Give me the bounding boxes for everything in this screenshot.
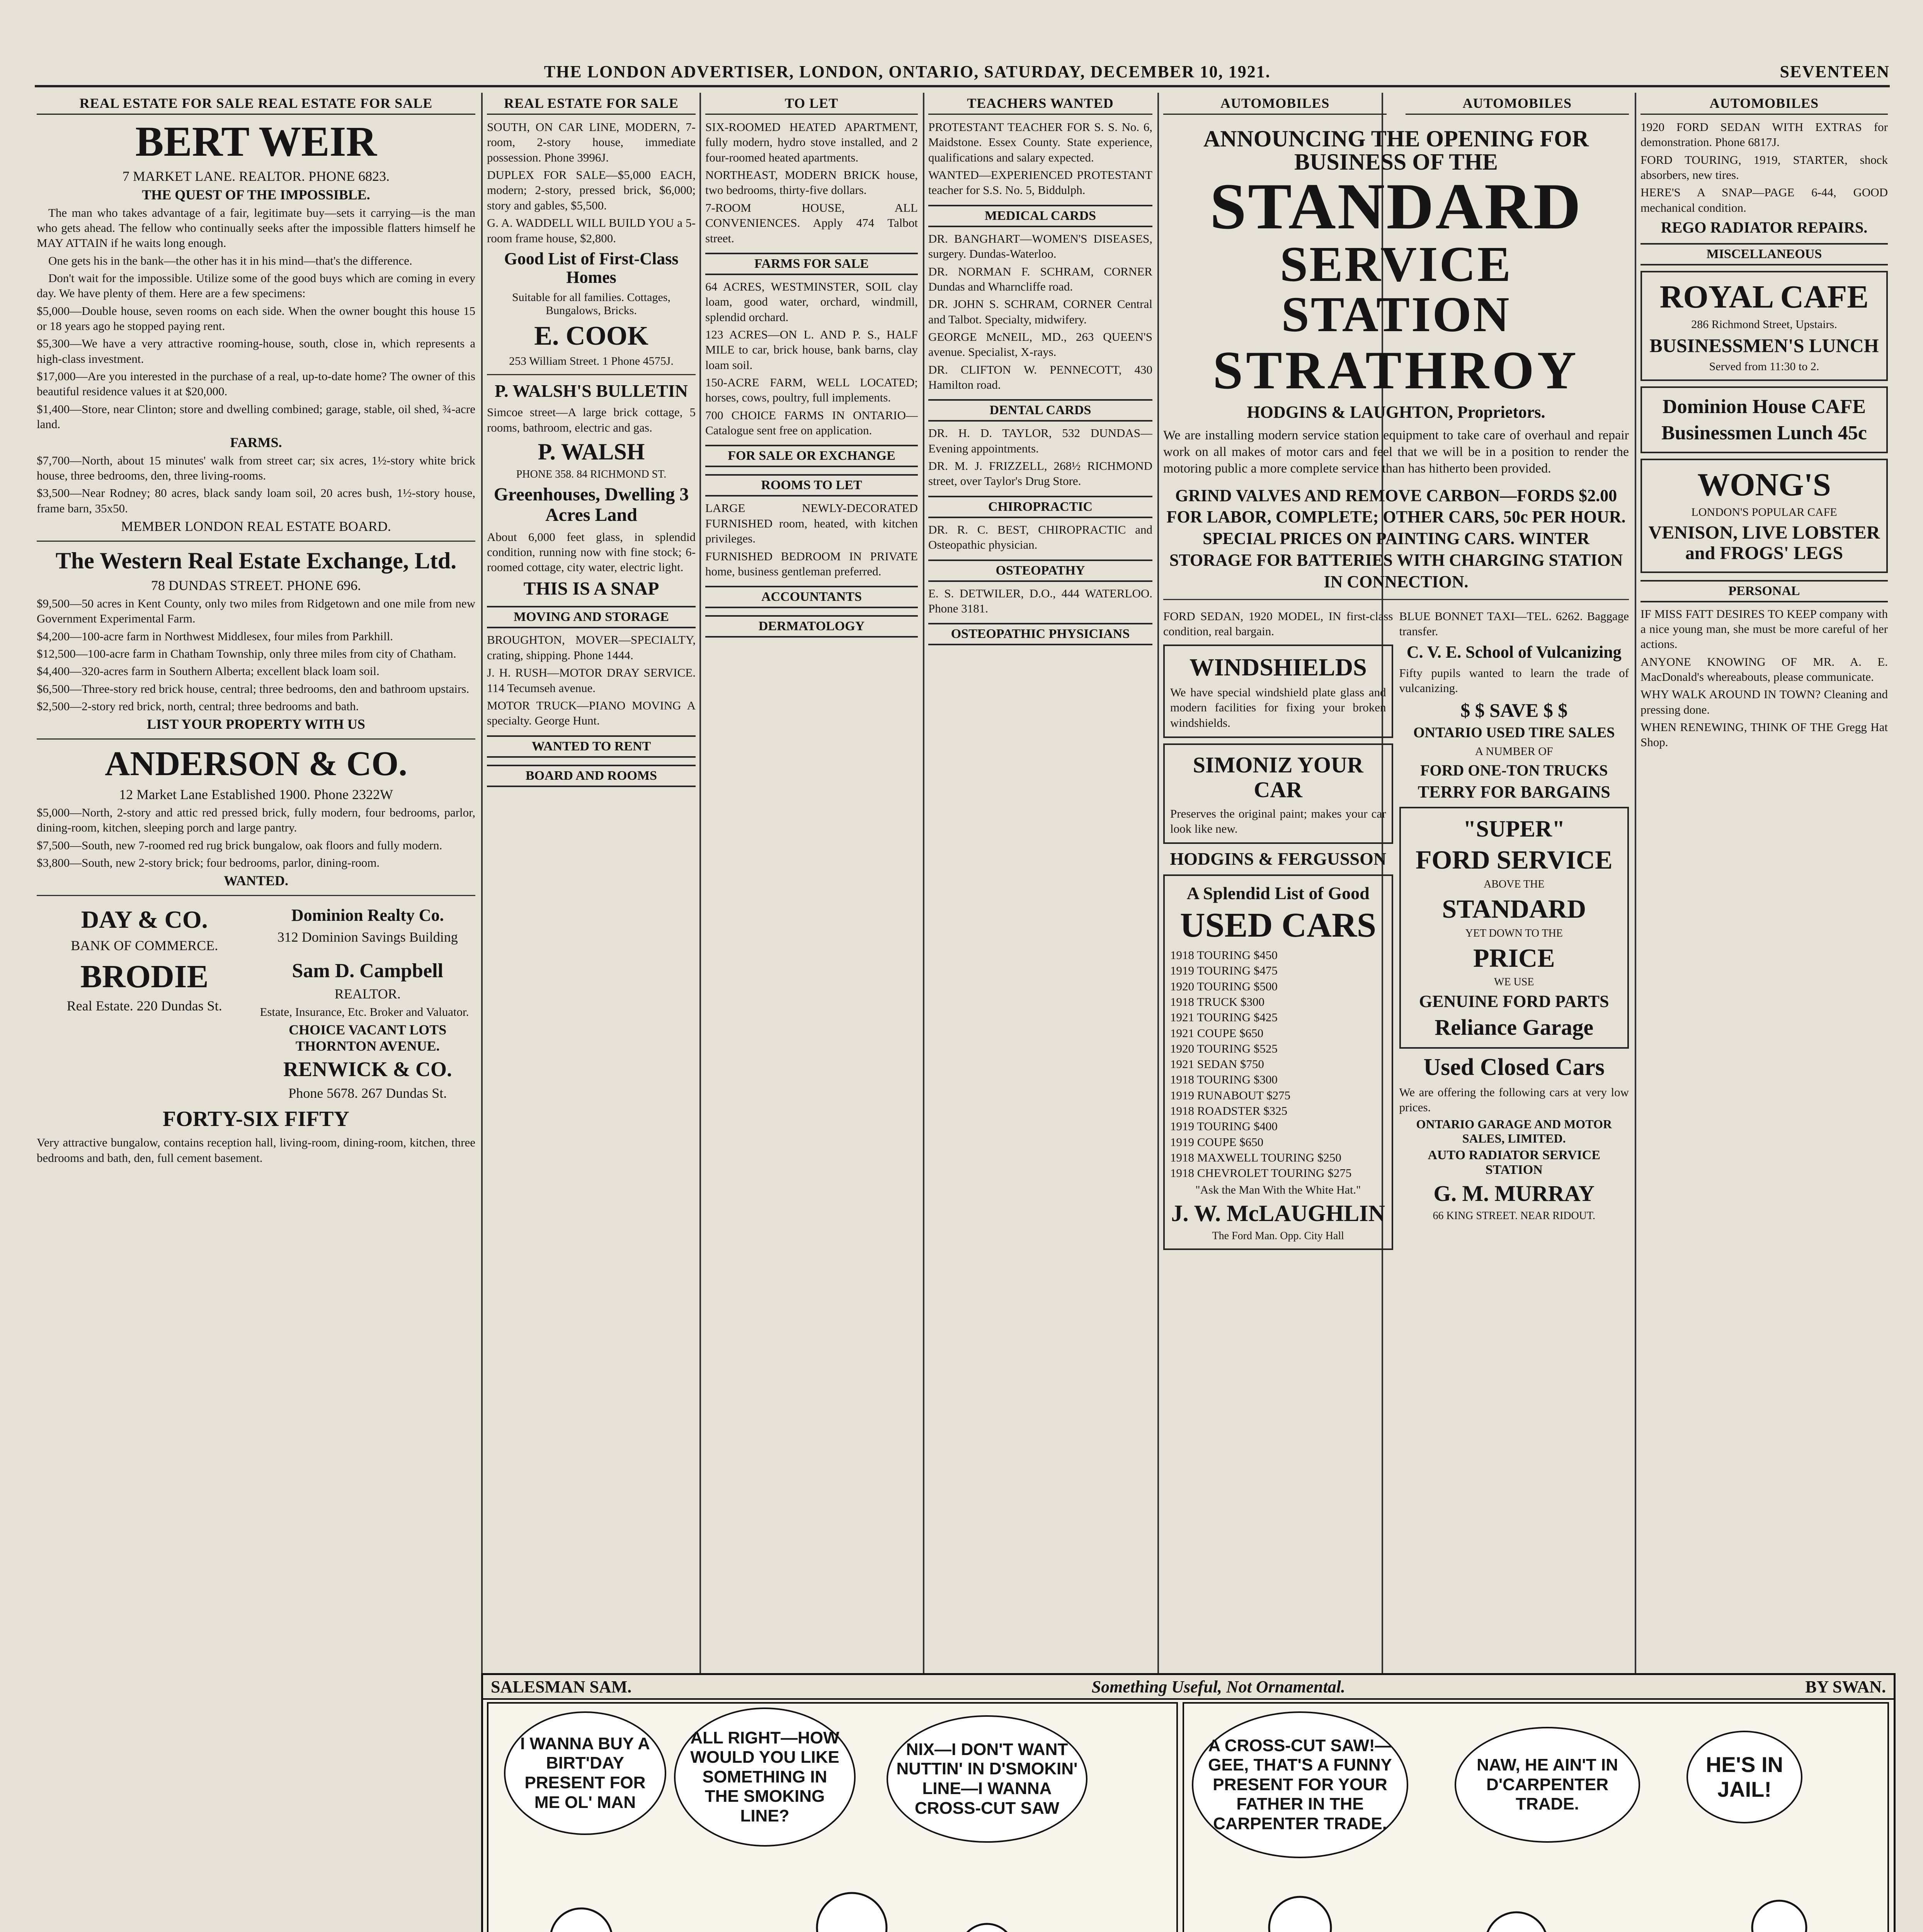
column-miscellaneous [1641,93,1888,1669]
used-car-row: 1919 TOURING $400 [1170,1119,1278,1133]
ad-headline: FORD SERVICE [1415,845,1613,874]
used-car-row: 1921 SEDAN $750 [1170,1057,1264,1071]
page-number: SEVENTEEN [1780,62,1890,81]
classified-ad: BLUE BONNET TAXI—TEL. 6262. Baggage transfer. [1399,609,1629,638]
ad-headline: STANDARD [1210,170,1583,243]
two-ad-row [37,956,475,1104]
classified-ad: HERE'S A SNAP—PAGE 6-44, GOOD mechanical condition. [1641,185,1888,214]
speech-bubble: I WANNA BUY A BIRT'DAY PRESENT FOR ME OL' MAN [504,1711,666,1835]
classified-ad: DR. M. J. FRIZZELL, 268½ RICHMOND street, over Taylor's Drug Store. [928,459,1152,488]
used-car-row: 1918 CHEVROLET TOURING $275 [1170,1166,1352,1180]
advertiser-address: Real Estate. 220 Dundas St. [66,998,222,1014]
used-car-row: 1919 COUPE $650 [1170,1135,1264,1149]
royal-cafe-ad [1641,271,1888,381]
ad-headline: AUTO RADIATOR SERVICE STATION [1428,1148,1601,1177]
section-heading: ACCOUNTANTS [705,586,918,608]
ad-sub: YET DOWN TO THE [1465,927,1563,939]
classified-ad: PROTESTANT TEACHER FOR S. S. No. 6, Maidstone. Essex County. State experience, qualifications and salary expected. [928,120,1152,164]
classified-ad: 1920 FORD SEDAN WITH EXTRAS for demonstration. Phone 6817J. [1641,120,1888,149]
listing: $17,000—Are you interested in the purchase of a real, up-to-date home? The owner of this beautiful residence values it at $20,000. [37,369,475,398]
ad-headline: "SUPER" [1463,816,1565,842]
subheading: CHOICE VACANT LOTS THORNTON AVENUE. [289,1022,447,1054]
used-car-row: 1919 RUNABOUT $275 [1170,1088,1291,1102]
ad-headline: WINDSHIELDS [1189,653,1367,681]
ad-paragraph: The man who takes advantage of a fair, legitimate buy—sets it carrying—is the man who gets ahead. The fellow who continually seeks after the impossible flatters himself he MAY ATTAIN if he waits long enough. [37,206,475,250]
column-automobiles-main [1163,93,1629,1669]
ad-paragraph: We are installing modern service station equipment to take care of overhaul and repair work on all makes of motor cars and feel that we will be in a position to render the motoring public a more complete service than has hitherto been provided. [1163,428,1629,476]
classified-ad: DR. CLIFTON W. PENNECOTT, 430 Hamilton road. [928,362,1152,392]
ad-sub: Served from 11:30 to 2. [1709,360,1819,373]
column-rule [923,93,924,1673]
used-car-row: 1918 TOURING $300 [1170,1073,1278,1087]
list-property-line: LIST YOUR PROPERTY WITH US [147,716,365,732]
classified-ad: SIX-ROOMED HEATED APARTMENT, fully modern, hydro stove installed, and 2 four-roomed heated apartments. [705,120,918,164]
listing: $2,500—2-story red brick, north, central; three bedrooms and bath. [37,699,359,713]
column-to-let [705,93,918,1669]
ad-headline: SERVICE STATION [1280,236,1513,342]
advertiser-sub: BANK OF COMMERCE. [71,937,218,953]
ad-headline: Good List of First-Class Homes [504,249,679,287]
classified-ad: WHEN RENEWING, THINK OF THE Gregg Hat Shop. [1641,720,1888,749]
used-car-row: 1918 MAXWELL TOURING $250 [1170,1150,1341,1164]
listing: $4,400—320-acres farm in Southern Alberta; excellent black loam soil. [37,664,379,678]
ad-proprietors: HODGINS & LAUGHTON, Proprietors. [1247,403,1545,422]
comic-illustration [1200,1850,1872,1932]
section-heading: OSTEOPATHIC PHYSICIANS [928,623,1152,645]
speech-bubble: NAW, HE AIN'T IN D'CARPENTER TRADE. [1455,1727,1640,1843]
listing: $12,500—100-acre farm in Chatham Township, only three miles from city of Chatham. [37,647,456,661]
ad-headline: SIMONIZ YOUR CAR [1193,752,1363,802]
advertiser-address: 286 Richmond Street, Upstairs. [1691,318,1837,331]
classified-ad: 123 ACRES—ON L. AND P. S., HALF MILE to car, brick house, bank barns, clay loam soil. [705,327,918,372]
section-heading: WANTED TO RENT [487,735,696,758]
two-ad-row [37,902,475,956]
classified-ad: E. S. DETWILER, D.O., 444 WATERLOO. Phone 3181. [928,586,1152,615]
divider [37,541,475,542]
dominion-cafe-ad [1641,386,1888,453]
used-car-row: 1918 TRUCK $300 [1170,995,1265,1009]
ad-town: STRATHROY [1213,340,1579,400]
speech-bubble: ALL RIGHT—HOW WOULD YOU LIKE SOMETHING IN THE SMOKING LINE? [674,1708,856,1847]
category-heading: AUTOMOBILES [1641,93,1888,115]
classified-ad: 7-ROOM HOUSE, ALL CONVENIENCES. Apply 474 Talbot street. [705,201,918,245]
ad-sub: WE USE [1494,976,1534,988]
classified-ad: DR. R. C. BEST, CHIROPRACTIC and Osteopathic physician. [928,522,1152,552]
section-heading: DENTAL CARDS [928,399,1152,422]
ad-headline: PRICE [1473,943,1555,973]
advertiser-address: PHONE 358. 84 RICHMOND ST. [516,468,667,480]
advertiser-sub: The Ford Man. Opp. City Hall [1212,1230,1344,1242]
ad-headline: THIS IS A SNAP [523,578,659,599]
advertiser-address: 12 Market Lane Established 1900. Phone 2322W [119,786,393,802]
speech-bubble: A CROSS-CUT SAW!—GEE, THAT'S A FUNNY PRESENT FOR YOUR FATHER IN THE CARPENTER TRADE. [1192,1711,1408,1858]
ad-headline: Businessmen Lunch 45c [1661,422,1867,444]
classified-ad: NORTHEAST, MODERN BRICK house, two bedrooms, thirty-five dollars. [705,168,918,197]
divider [37,895,475,896]
comic-byline: BY SWAN. [1805,1677,1886,1696]
ad-headline: TERRY FOR BARGAINS [1418,782,1610,801]
simoniz-ad [1163,743,1393,844]
classified-ad: BROUGHTON, MOVER—SPECIALTY, crating, shipping. Phone 1444. [487,633,696,662]
classified-ad: SOUTH, ON CAR LINE, MODERN, 7-room, 2-story house, immediate possession. Phone 3996J. [487,120,696,164]
column-professional-cards [928,93,1152,1669]
ad-headline: GENUINE FORD PARTS [1419,992,1609,1011]
advertiser-name: HODGINS & FERGUSSON [1170,849,1387,869]
listing: $6,500—Three-story red brick house, central; three bedrooms, den and bathroom upstairs. [37,682,470,696]
listing: $5,000—Double house, seven rooms on each side. When the owner bought this house 15 or 18 years ago he stopped paying rent. [37,304,475,333]
classified-ad: IF MISS FATT DESIRES TO KEEP company with a nice young man, she must be more careful of her actions. [1641,607,1888,651]
listing: $7,500—South, new 7-roomed red rug brick bungalow, oak floors and fully modern. [37,838,442,852]
subheading: WANTED. [223,873,289,889]
ad-headline: P. WALSH'S BULLETIN [495,381,688,401]
advertiser-address: 312 Dominion Savings Building [277,929,458,945]
subheading: FARMS. [230,434,282,450]
advertiser-name: DAY & CO. [81,906,208,934]
classified-ad: G. A. WADDELL WILL BUILD YOU a 5-room frame house, $2,800. [487,216,696,245]
wongs-cafe-ad [1641,459,1888,573]
used-car-list [1170,947,1386,1181]
advertiser-name: P. WALSH [538,439,645,464]
advertiser-name: The Western Real Estate Exchange, Ltd. [55,548,457,573]
ad-headline: Greenhouses, Dwelling 3 Acres Land [494,484,689,525]
ad-headline: VENISON, LIVE LOBSTER and FROGS' LEGS [1648,522,1880,563]
ad-announce: ANNOUNCING THE OPENING FOR BUSINESS OF THE [1203,126,1589,175]
column-rule [481,93,483,1932]
classified-ad: GEORGE McNEIL, MD., 263 QUEEN'S avenue. Specialist, X-rays. [928,330,1152,359]
listing: $3,500—Near Rodney; 80 acres, black sandy loam soil, 20 acres bush, 1½-story house, frame barn, 35x50. [37,486,475,515]
ad-headline: FORTY-SIX FIFTY [163,1107,349,1131]
column-automobiles-5 [1163,606,1393,1255]
ad-paragraph: One gets his in the bank—the other has it in his mind—that's the difference. [48,253,412,267]
category-heading: REAL ESTATE FOR SALE REAL ESTATE FOR SALE [37,93,475,115]
section-heading: MISCELLANEOUS [1641,243,1888,265]
listing: $9,500—50 acres in Kent County, only two miles from Ridgetown and one mile from new Government Experimental Farm. [37,596,475,626]
used-car-row: 1920 TOURING $525 [1170,1041,1278,1055]
ad-paragraph: Don't wait for the impossible. Utilize some of the good buys which are coming in every day. We have plenty of them. Here are a few specimens: [37,271,475,300]
ad-slogan: "Ask the Man With the White Hat." [1195,1183,1361,1196]
category-row [1163,93,1629,119]
category-heading: TO LET [705,93,918,115]
ad-sub: A NUMBER OF [1475,745,1553,758]
category-heading: TEACHERS WANTED [928,93,1152,115]
ad-headline: Dominion House CAFE [1663,396,1866,418]
comic-subtitle: Something Useful, Not Ornamental. [1091,1677,1346,1696]
column-rule [1157,93,1159,1673]
advertiser-name: RENWICK & CO. [283,1058,452,1081]
section-heading: PERSONAL [1641,580,1888,602]
advertiser-address: 78 DUNDAS STREET. PHONE 696. [151,577,361,593]
advertiser-name: BERT WEIR [135,118,377,165]
super-ford-service-ad [1399,807,1629,1049]
listing: $7,700—North, about 15 minutes' walk from street car; six acres, 1½-story white brick house, three bedrooms, den, three living-rooms. [37,453,475,482]
ad-headline: BUSINESSMEN'S LUNCH [1649,335,1879,357]
classified-ad: FORD TOURING, 1919, STARTER, shock absorbers, new tires. [1641,153,1888,182]
classified-ad: MOTOR TRUCK—PIANO MOVING A specialty. George Hunt. [487,698,696,728]
column-automobiles-6 [1399,606,1629,1255]
comic-title: SALESMAN SAM. [491,1677,632,1696]
classified-ad: LARGE NEWLY-DECORATED FURNISHED room, heated, with kitchen privileges. [705,501,918,546]
advertiser-name: ANDERSON & CO. [105,745,407,783]
ad-headline: $ $ SAVE $ $ [1460,699,1568,721]
used-car-row: 1918 ROADSTER $325 [1170,1104,1288,1118]
advertiser-address: 253 William Street. 1 Phone 4575J. [509,354,674,367]
classified-ad: DR. JOHN S. SCHRAM, CORNER Central and Talbot. Specialty, midwifery. [928,297,1152,326]
windshields-ad [1163,645,1393,738]
listing: $4,200—100-acre farm in Northwest Middlesex, four miles from Parkhill. [37,629,393,643]
advertiser-address: 7 MARKET LANE. REALTOR. PHONE 6823. [122,168,390,184]
section-heading: OSTEOPATHY [928,560,1152,582]
ad-paragraph: Preserves the original paint; makes your car look like new. [1170,806,1386,836]
classified-ad: J. H. RUSH—MOTOR DRAY SERVICE. 114 Tecumseh avenue. [487,666,696,695]
advertiser-name: ROYAL CAFE [1659,279,1869,315]
column-rule [1635,93,1636,1673]
ad-sub: Suitable for all families. Cottages, Bungalows, Bricks. [512,291,670,317]
member-line: MEMBER LONDON REAL ESTATE BOARD. [121,518,391,534]
column-real-estate-1 [37,93,475,1932]
classified-ad: 64 ACRES, WESTMINSTER, SOIL clay loam, good water, orchard, windmill, splendid orchard. [705,279,918,324]
listing: $3,800—South, new 2-story brick; four bedrooms, parlor, dining-room. [37,856,380,870]
newspaper-masthead-line: THE LONDON ADVERTISER, LONDON, ONTARIO, SATURDAY, DECEMBER 10, 1921. [544,62,1271,81]
classified-ad: WHY WALK AROUND IN TOWN? Cleaning and pressing done. [1641,687,1888,716]
divider [487,374,696,375]
advertiser-name: BRODIE [80,958,209,995]
ad-sub: LONDON'S POPULAR CAFE [1691,505,1837,519]
ad-headline: FORD ONE-TON TRUCKS [1420,761,1608,779]
classified-ad: DUPLEX FOR SALE—$5,000 EACH, modern; 2-story, pressed brick, $6,000; story and gables, $5,500. [487,168,696,212]
advertiser-sub: REALTOR. [334,986,401,1002]
classified-ad: DR. NORMAN F. SCHRAM, CORNER Dundas and Wharncliffe road. [928,264,1152,293]
ad-paragraph: Very attractive bungalow, contains reception hall, living-room, dining-room, kitchen, three bedrooms and bath, den, full cement basement. [37,1136,475,1165]
standard-service-station-ad [1163,127,1629,593]
comic-strip-salesman-sam [481,1673,1896,1932]
ad-headline: C. V. E. School of Vulcanizing [1406,642,1622,662]
ad-paragraph: Fifty pupils wanted to learn the trade of vulcanizing. [1399,666,1629,695]
two-column-ads [1163,606,1629,1255]
speech-bubble: NIX—I DON'T WANT NUTTIN' IN D'SMOKIN' LINE—I WANNA CROSS-CUT SAW [887,1715,1087,1843]
used-car-row: 1921 COUPE $650 [1170,1026,1264,1040]
ad-headline: STANDARD [1442,894,1586,923]
section-heading: MOVING AND STORAGE [487,606,696,628]
ad-headline: A Splendid List of Good [1186,883,1370,903]
listing: $1,400—Store, near Clinton; store and dwelling combined; garage, stable, oil shed, ¾-acre land. [37,402,475,431]
speech-bubble: HE'S IN JAIL! [1686,1731,1802,1823]
advertiser-name: G. M. MURRAY [1433,1181,1595,1206]
classified-ad: 700 CHOICE FARMS IN ONTARIO—Catalogue sent free on application. [705,408,918,437]
comic-illustration [504,1850,1161,1932]
advertiser-name: ONTARIO GARAGE AND MOTOR SALES, LIMITED. [1416,1117,1612,1146]
comic-panel [1183,1702,1889,1932]
classified-ad: DR. H. D. TAYLOR, 532 DUNDAS—Evening appointments. [928,426,1152,455]
category-heading: REAL ESTATE FOR SALE [487,93,696,115]
used-cars-ad [1163,874,1393,1250]
section-heading: CHIROPRACTIC [928,496,1152,518]
category-heading: AUTOMOBILES [1163,93,1387,115]
ad-headline: USED CARS [1180,906,1377,944]
ad-paragraph: We have special windshield plate glass and modern facilities for fixing your broken windshields. [1170,685,1386,730]
ad-paragraph: Simcoe street—A large brick cottage, 5 rooms, bathroom, electric and gas. [487,405,696,434]
advertiser-name: Dominion Realty Co. [291,906,444,925]
category-heading: AUTOMOBILES [1406,93,1629,115]
classified-ad: WANTED—EXPERIENCED PROTESTANT teacher for S.S. No. 5, Biddulph. [928,168,1152,197]
used-car-row: 1919 TOURING $475 [1170,964,1278,978]
classified-ad: FURNISHED BEDROOM IN PRIVATE home, business gentleman preferred. [705,549,918,578]
classified-ad: 150-ACRE FARM, WELL LOCATED; horses, cows, poultry, full implements. [705,376,918,405]
ad-headline: Used Closed Cars [1423,1054,1605,1081]
classified-ad: DR. BANGHART—WOMEN'S DISEASES, surgery. Dundas-Waterloo. [928,231,1152,261]
divider [1163,599,1629,600]
section-heading: DERMATOLOGY [705,615,918,638]
advertiser-name: E. COOK [534,321,648,351]
section-heading: FARMS FOR SALE [705,253,918,275]
divider [37,738,475,740]
ad-sub: ABOVE THE [1484,878,1545,890]
ad-motto: THE QUEST OF THE IMPOSSIBLE. [142,187,370,202]
listing: $5,000—North, 2-story and attic red pressed brick, fully modern, four bedrooms, parlor, dining-room, kitchen, sleeping porch and large pantry. [37,805,475,835]
ad-offer: GRIND VALVES AND REMOVE CARBON—FORDS $2.00 FOR LABOR, COMPLETE; OTHER CARS, 50c PER HOUR. SPECIAL PRICES ON PAINTING CARS. WINTER STORAGE FOR BATTERIES WITH CHARGING STATION IN CONNECTION. [1166,486,1626,592]
used-car-row: 1918 TOURING $450 [1170,948,1278,962]
column-rule [699,93,701,1673]
advertiser-name: J. W. McLAUGHLIN [1171,1200,1385,1226]
classified-ad: ANYONE KNOWING OF MR. A. E. MacDonald's whereabouts, please communicate. [1641,655,1888,684]
classified-ad: FORD SEDAN, 1920 MODEL, IN first-class condition, real bargain. [1163,609,1393,638]
advertiser-name: WONG'S [1697,466,1831,503]
column-real-estate-2 [487,93,696,1669]
ad-paragraph: We are offering the following cars at very low prices. [1399,1085,1629,1114]
section-heading: BOARD AND ROOMS [487,765,696,787]
used-car-row: 1921 TOURING $425 [1170,1010,1278,1024]
comic-title-bar [483,1675,1894,1700]
used-car-row: 1920 TOURING $500 [1170,979,1278,993]
ad-headline: ONTARIO USED TIRE SALES [1413,724,1615,741]
advertiser-address: Phone 5678. 267 Dundas St. [288,1085,447,1101]
advertiser-address: 66 KING STREET. NEAR RIDOUT. [1433,1210,1595,1222]
section-heading: ROOMS TO LET [705,474,918,497]
comic-panel [487,1702,1178,1932]
section-heading: FOR SALE OR EXCHANGE [705,445,918,467]
advertiser-name: Reliance Garage [1435,1014,1594,1040]
ad-paragraph: Estate, Insurance, Etc. Broker and Valuator. [260,1005,469,1019]
page-header [35,58,1890,87]
ad-paragraph: About 6,000 feet glass, in splendid condition, running now with fine stock; 6-roomed cottage, city water, electric light. [487,530,696,574]
advertiser-name: Sam D. Campbell [292,959,443,982]
section-heading: MEDICAL CARDS [928,205,1152,227]
ad-headline: REGO RADIATOR REPAIRS. [1661,219,1868,236]
listing: $5,300—We have a very attractive rooming-house, south, close in, which represents a high-class investment. [37,337,475,366]
